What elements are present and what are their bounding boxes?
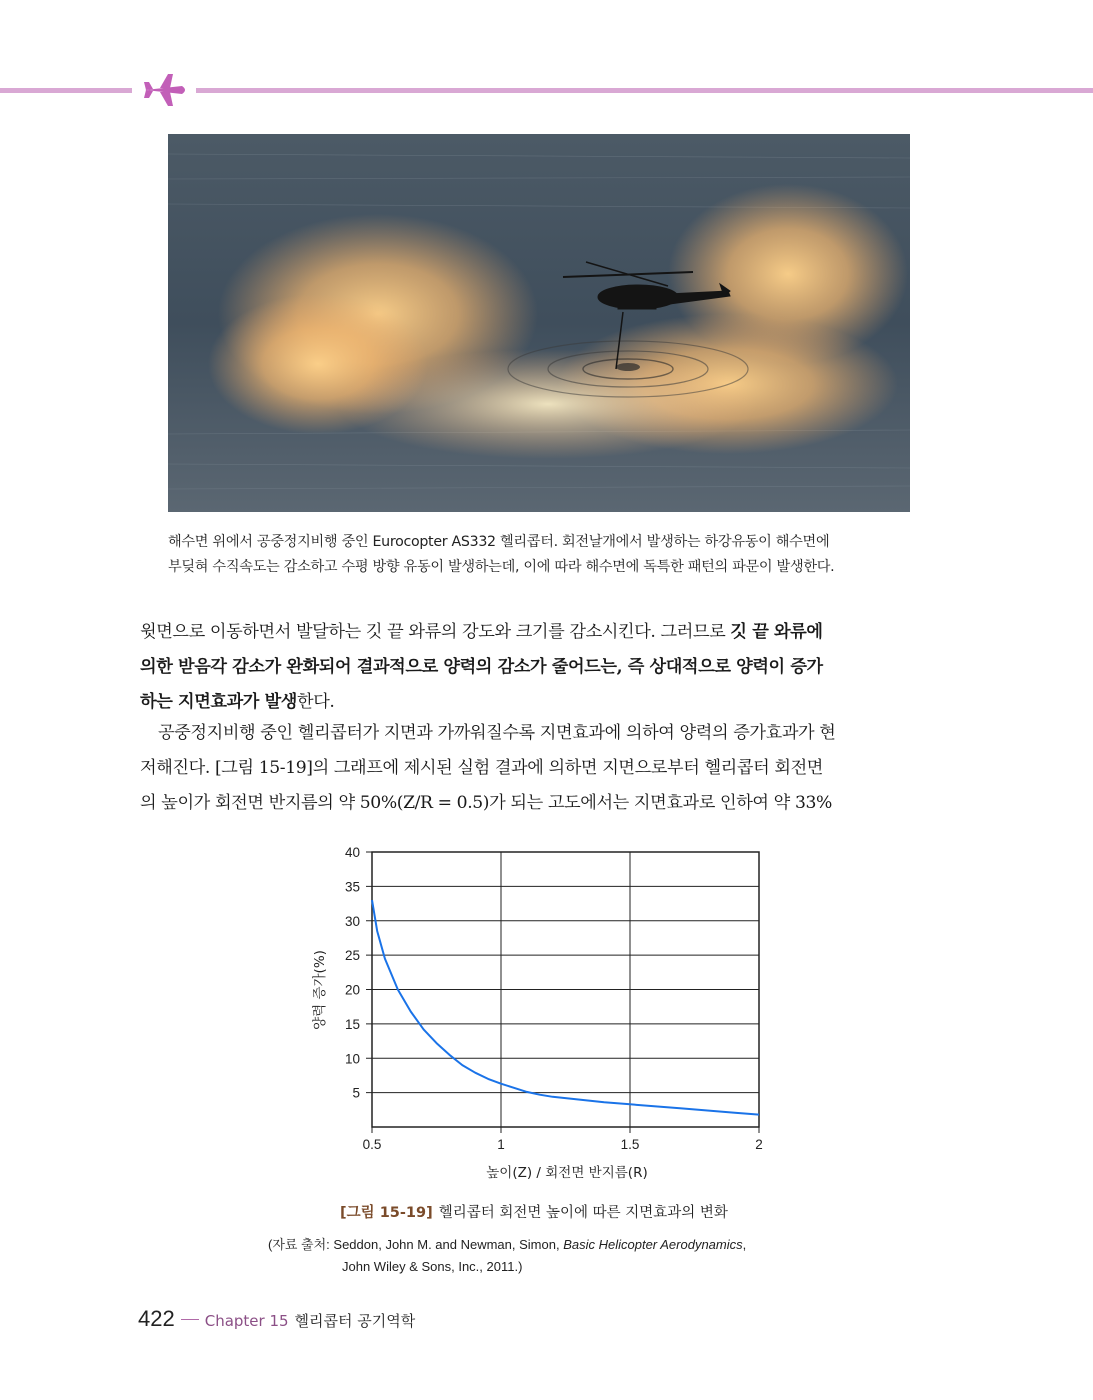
paragraph-line (140, 615, 946, 650)
source-line (268, 1234, 828, 1256)
paragraph-line: 의 높이가 회전면 반지름의 약 50%(Z/R = 0.5)가 되는 고도에서는 지면효과로 인하여 약 33% (140, 793, 832, 813)
chart-series (372, 900, 759, 1115)
y-tick-label: 40 (344, 845, 360, 860)
y-tick-label: 25 (344, 948, 360, 964)
chapter-title: 헬리콥터 공기역학 (294, 1312, 416, 1330)
x-tick-label: 0.5 (362, 1137, 382, 1152)
chart-svg (300, 840, 800, 1185)
y-tick-label: 20 (344, 982, 360, 998)
figure-source (268, 1234, 828, 1278)
page-footer (138, 1306, 415, 1332)
paragraph-text: 윗면으로 이동하면서 발달하는 깃 끝 와류의 강도와 크기를 감소시킨다. 그러므로 (140, 622, 731, 642)
photo-caption-line: 부딪혀 수직속도는 감소하고 수평 방향 유동이 발생하는데, 이에 따라 해수면에 독특한 패턴의 파문이 발생한다. (168, 559, 835, 575)
x-tick-label: 1.5 (620, 1137, 640, 1152)
photo-caption (168, 530, 928, 580)
figure-title: 헬리콥터 회전면 높이에 따른 지면효과의 변화 (438, 1205, 728, 1221)
paragraph-line: 저해진다. [그림 15-19]의 그래프에 제시된 실험 결과에 의하면 지면으로부터 헬리콥터 회전면 (140, 758, 823, 778)
helicopter-photo (168, 134, 910, 512)
x-axis-title: 높이(Z) / 회전면 반지름(R) (486, 1165, 648, 1181)
source-prefix: (자료 출처: Seddon, John M. and Newman, Simon, (268, 1237, 564, 1252)
chart-grid (366, 852, 759, 1133)
source-suffix: , (742, 1237, 747, 1252)
paragraph-line (140, 685, 946, 720)
page-number: 422 (138, 1306, 175, 1331)
photo-caption-line: 해수면 위에서 공중정지비행 중인 Eurocopter AS332 헬리콥터. 회전날개에서 발생하는 하강유동이 해수면에 (168, 534, 830, 550)
y-tick-label: 15 (344, 1016, 360, 1032)
y-tick-label: 5 (352, 1085, 360, 1101)
y-tick-label: 10 (344, 1051, 360, 1067)
y-tick-label: 35 (344, 879, 360, 895)
chart-ticks (345, 845, 763, 1152)
paragraph-line: 공중정지비행 중인 헬리콥터가 지면과 가까워질수록 지면효과에 의하여 양력의 증가효과가 현 (158, 723, 836, 743)
x-tick-label: 1 (497, 1137, 505, 1152)
figure-caption (340, 1201, 800, 1222)
paragraph-emphasis: 의한 받음각 감소가 완화되어 결과적으로 양력의 감소가 줄어드는, 즉 상대적으로 양력이 증가 (140, 657, 823, 677)
figure-number: [그림 15-19] (340, 1205, 433, 1221)
paragraph-emphasis: 깃 끝 와류에 (730, 622, 823, 642)
footer-dash (181, 1319, 199, 1320)
ground-effect-chart (300, 840, 800, 1185)
paragraph-hover-lift (140, 716, 946, 821)
header-rule-left (0, 88, 132, 93)
y-axis-title: 양력 증가(%) (312, 950, 328, 1030)
source-publisher: John Wiley & Sons, Inc., 2011.) (342, 1259, 523, 1274)
lift-increase-line (372, 900, 759, 1115)
x-tick-label: 2 (755, 1137, 763, 1152)
paragraph-emphasis: 하는 지면효과가 발생 (140, 692, 297, 712)
source-book-title: Basic Helicopter Aerodynamics (563, 1237, 743, 1252)
y-tick-label: 30 (344, 913, 360, 929)
chapter-label: Chapter 15 (204, 1312, 289, 1330)
paragraph-text: 한다. (297, 692, 335, 712)
header-rule-right (196, 88, 1093, 93)
airplane-icon (142, 72, 188, 108)
paragraph-ground-effect (140, 615, 946, 720)
